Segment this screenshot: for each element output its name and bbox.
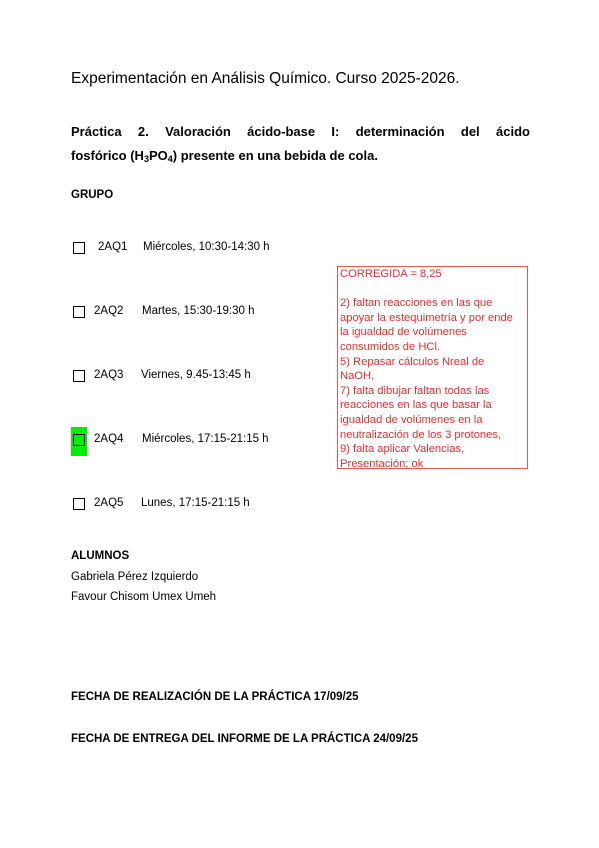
group-code: 2AQ5: [94, 497, 124, 509]
checkbox[interactable]: [73, 306, 85, 318]
checkbox[interactable]: [73, 370, 85, 382]
annotation-line: 5) Repasar cálculos Nreal de: [340, 355, 485, 368]
checkbox[interactable]: [73, 242, 85, 254]
subtitle-word: determinación: [355, 124, 445, 139]
subtitle-word: ácido: [496, 124, 530, 139]
subtitle-line-2: [71, 144, 530, 168]
alumnos-heading: ALUMNOS: [71, 550, 130, 562]
subtitle-word: ácido-base: [247, 124, 316, 139]
annotation-line: NaOH,: [340, 370, 375, 383]
subtitle-word: del: [460, 124, 480, 139]
subtitle-text: ) presente en una bebida de cola.: [172, 148, 378, 163]
checkbox-checked[interactable]: [73, 434, 85, 446]
group-schedule: Viernes, 9.45-13:45 h: [141, 369, 251, 381]
subtitle-text: fosfórico (H: [71, 148, 144, 163]
annotation-line: igualdad de volúmenes en la: [340, 413, 483, 426]
annotation-line: 9) falta aplicar Valencias,: [340, 443, 465, 456]
annotation-line: la igualdad de volúmenes: [340, 326, 467, 339]
subscript: 3: [143, 154, 149, 164]
group-schedule: Miércoles, 10:30-14:30 h: [143, 241, 270, 253]
annotation-line: consumidos de HCl.: [340, 340, 441, 353]
group-code: 2AQ1: [98, 241, 128, 253]
annotation-line: neutralización de los 3 protones,: [340, 428, 502, 441]
group-schedule: Lunes, 17:15-21:15 h: [141, 497, 250, 509]
group-schedule: Miércoles, 17:15-21:15 h: [142, 433, 269, 445]
subscript: 4: [167, 154, 173, 164]
checkbox[interactable]: [73, 498, 85, 510]
group-code: 2AQ2: [94, 305, 124, 317]
subtitle-word: Valoración: [165, 124, 231, 139]
subtitle-line-1: [71, 120, 530, 144]
annotation-line: reacciones en las que basar la: [340, 399, 492, 412]
fecha-realizacion: FECHA DE REALIZACIÓN DE LA PRÁCTICA 17/09/25: [71, 691, 359, 703]
annotation-line: 7) falta dibujar faltan todas las: [340, 384, 490, 397]
annotation-blank-line: [340, 282, 525, 297]
fecha-entrega: FECHA DE ENTREGA DEL INFORME DE LA PRÁCTICA 24/09/25: [71, 733, 418, 745]
correction-annotation: [337, 266, 528, 469]
annotation-line: CORREGIDA = 8,25: [340, 268, 442, 280]
document-title: Experimentación en Análisis Químico. Curso 2025-2026.: [71, 70, 460, 87]
subtitle-word: Práctica: [71, 124, 122, 139]
grupo-heading: GRUPO: [71, 189, 114, 201]
annotation-line: apoyar la estequimetría y por ende: [340, 311, 513, 324]
practice-subtitle: [71, 120, 530, 168]
subtitle-word: I:: [331, 124, 340, 139]
student-name: Gabriela Pérez Izquierdo: [71, 571, 199, 583]
subtitle-text: PO: [148, 148, 168, 163]
group-code: 2AQ3: [94, 369, 124, 381]
group-schedule: Martes, 15:30-19:30 h: [142, 305, 255, 317]
annotation-line: Presentación; ok: [340, 457, 424, 470]
annotation-line: 2) faltan reacciones en las que: [340, 297, 493, 310]
group-code: 2AQ4: [94, 433, 124, 445]
subtitle-word: 2.: [137, 124, 149, 139]
student-name: Favour Chisom Umex Umeh: [71, 591, 217, 603]
